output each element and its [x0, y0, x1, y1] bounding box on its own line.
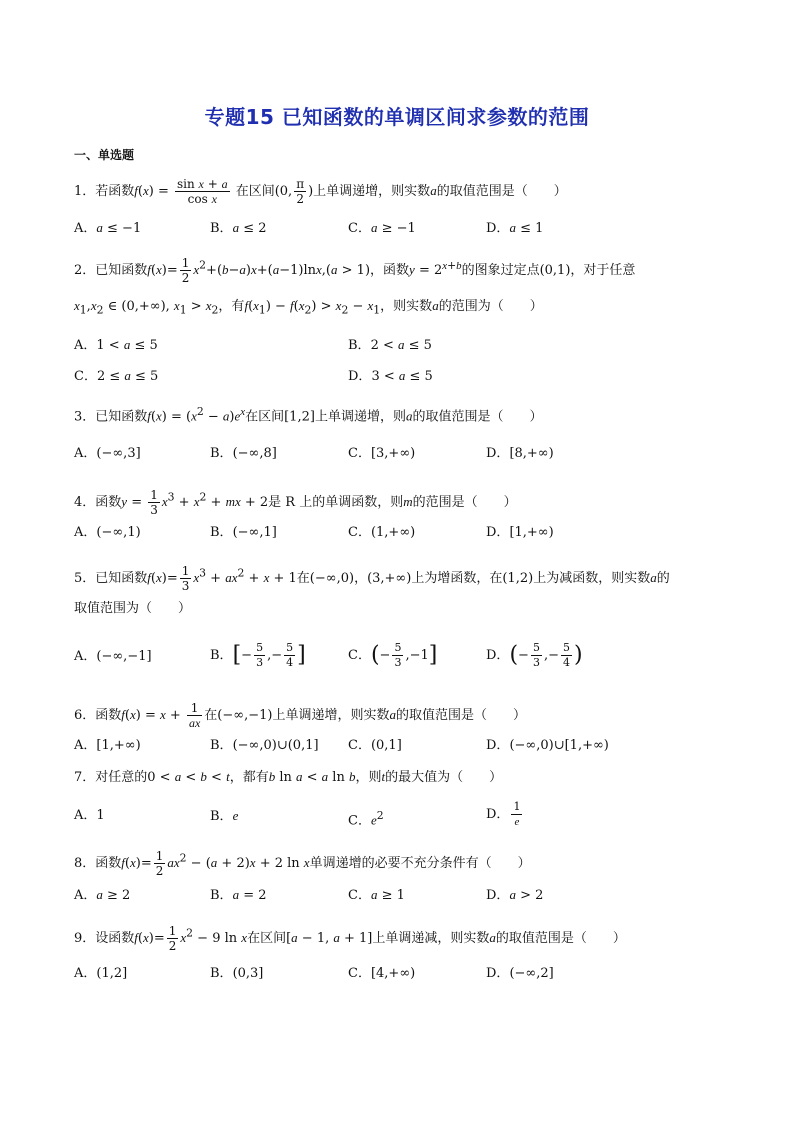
q6-option-d: D．(−∞,0)∪[1,+∞): [486, 738, 609, 753]
q6-option-b: B．(−∞,0)∪(0,1]: [210, 738, 319, 753]
q1-option-b: B．a ≤ 2: [210, 220, 267, 236]
q2-option-c: C．2 ≤ a ≤ 5: [74, 368, 159, 384]
q8-option-a: A．a ≥ 2: [74, 887, 131, 903]
q8-option-d: D．a > 2: [486, 887, 544, 903]
q3-option-a: A．(−∞,3]: [74, 446, 141, 461]
q9-option-b: B．(0,3]: [210, 966, 264, 981]
q7-option-c: C．$e^2$: [348, 809, 384, 829]
question-8: 8．函数f(x)= $\frac{1}{2}$ $ax^2 - (a + 2)x + 2$ ln x单调递增的必要不充分条件有（ ）: [74, 849, 531, 878]
q7-option-d: D． $\frac{1}{e}$: [486, 800, 521, 828]
q4-option-a: A．(−∞,1): [74, 525, 141, 540]
q3-option-b: B．(−∞,8]: [210, 446, 277, 461]
q1-option-a: A．a ≤ −1: [74, 220, 142, 236]
q6-option-a: A．[1,+∞): [74, 738, 141, 753]
q4-option-b: B．(−∞,1]: [210, 525, 277, 540]
question-2: 2．已知函数f(x)= $\frac{1}{2}$ $x^2+(b-a)x+(a-1)\ln x,(a > 1)$，函数$y = 2^{x+b}$的图象过定点(0,1)，对于任意: [74, 256, 636, 285]
question-3: 3．已知函数$f(x) = (x^2 - a)e^x$在区间[1,2]上单调递增，则a的取值范围是（ ）: [74, 405, 543, 425]
q1-option-d: D．a ≤ 1: [486, 220, 544, 236]
q3-option-d: D．[8,+∞): [486, 446, 554, 461]
q7-option-a: A．1: [74, 808, 105, 823]
question-4: 4．函数y = $\frac{1}{3}$ $x^3 + x^2$ + mx + 2是 R 上的单调函数，则m的范围是（ ）: [74, 488, 517, 517]
page-title: 专题15 已知函数的单调区间求参数的范围: [204, 105, 590, 129]
section-heading: 一、单选题: [74, 148, 135, 162]
question-5: 5．已知函数f(x)= $\frac{1}{3}$ $x^3 + ax^2 + x + 1$在(−∞,0)，(3,+∞)上为增函数，在(1,2)上为减函数，则实数a的: [74, 564, 670, 593]
q2-option-b: B．2 < a ≤ 5: [348, 337, 432, 353]
q4-option-c: C．(1,+∞): [348, 525, 416, 540]
q7-option-b: B．e: [210, 808, 239, 824]
q8-option-c: C．a ≥ 1: [348, 887, 405, 903]
q4-option-d: D．[1,+∞): [486, 525, 554, 540]
q9-option-a: A．(1,2]: [74, 966, 128, 981]
q9-option-c: C．[4,+∞): [348, 966, 416, 981]
q5-option-b: B．[− $\frac{5}{3}$ ,− $\frac{5}{4}$ ]: [210, 641, 306, 669]
q2-option-a: A．1 < a ≤ 5: [74, 337, 158, 353]
q2-option-d: D．3 < a ≤ 5: [348, 368, 433, 384]
q5-option-a: A．(−∞,−1]: [74, 649, 152, 664]
q5-option-d: D．(− $\frac{5}{3}$ ,− $\frac{5}{4}$ ): [486, 641, 583, 669]
question-2-cont: $x_1,x_2$ ∈ (0,+∞), $x_1 > x_2$，有$f(x_1) - f(x_2) > x_2 - x_1$，则实数a的范围为（ ）: [74, 298, 543, 317]
q9-option-d: D．(−∞,2]: [486, 966, 554, 981]
question-9: 9．设函数f(x)= $\frac{1}{2}$ $x^2 - 9$ ln x在区间[a − 1, a + 1]上单调递减，则实数a的取值范围是（ ）: [74, 924, 626, 953]
q1-option-c: C．a ≥ −1: [348, 220, 416, 236]
question-7: 7．对任意的0 < a < b < t，都有b ln a < a ln b，则t的最大值为（ ）: [74, 769, 503, 785]
q5-option-c: C．(− $\frac{5}{3}$ ,−1]: [348, 641, 438, 669]
question-6: 6．函数f(x) = x + $\frac{1}{ax}$ 在(−∞,−1)上单调递增，则实数a的取值范围是（ ）: [74, 701, 526, 730]
q8-option-b: B．a = 2: [210, 887, 267, 903]
question-5-cont: 取值范围为（ ）: [74, 601, 192, 616]
q6-option-c: C．(0,1]: [348, 738, 402, 753]
q3-option-c: C．[3,+∞): [348, 446, 416, 461]
question-1: 1．若函数f(x) = $\frac{\text{sin x + a}}{\text{cos x}}$ 在区间(0, $\frac{\pi}{2}$ )上单调递增，则实数a的取值范围是（ ）: [74, 177, 567, 206]
